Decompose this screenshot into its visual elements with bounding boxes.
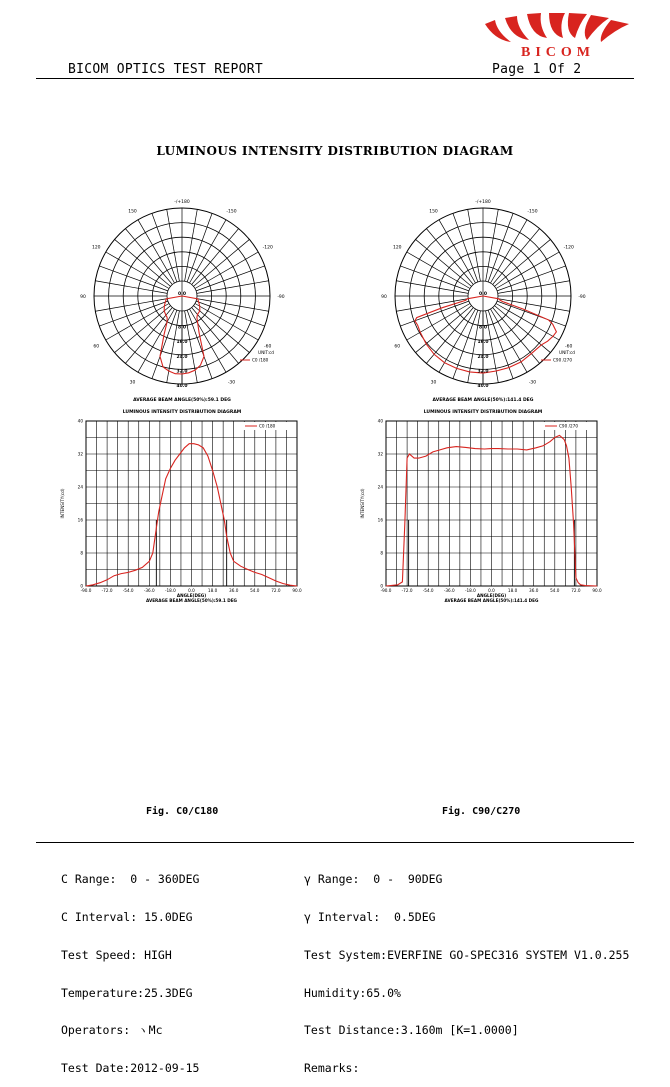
polar-spoke — [192, 307, 239, 363]
polar-angle-label: -30 — [528, 380, 537, 386]
footer-right-column — [304, 848, 629, 1087]
polar-angle-label: 30 — [430, 380, 437, 386]
footer-left-column — [61, 848, 199, 1087]
polar-spoke — [192, 229, 239, 285]
polar-angle-label: -30 — [227, 380, 236, 386]
polar-angle-label: -90 — [277, 295, 285, 300]
y-tick-label: 16 — [77, 517, 83, 523]
x-tick-label: -72.0 — [401, 588, 413, 593]
x-tick-label: 36.0 — [529, 588, 539, 593]
legend-label: C0 /180 — [259, 423, 276, 429]
x-tick-label: 54.0 — [550, 588, 560, 593]
polar-angle-label: -120 — [563, 245, 574, 251]
polar-angle-label: -60 — [565, 344, 573, 350]
polar-ring-label: 40.0 — [477, 384, 489, 389]
footer-divider — [36, 842, 634, 843]
figure-caption-c0: Fig. C0/C180 — [146, 806, 219, 817]
humidity: Humidity:65.0% — [304, 985, 401, 1000]
polar-spoke — [193, 239, 249, 286]
polar-ring-label: 24.0 — [477, 354, 489, 360]
polar-angle-label: 90 — [381, 295, 387, 300]
remarks: Remarks: — [304, 1061, 360, 1076]
line-chart-3 — [386, 421, 597, 586]
chart-footnote: AVERAGE BEAM ANGLE(50%):141.4 DEG — [444, 598, 539, 603]
x-tick-label: 0.0 — [488, 588, 495, 593]
x-tick-label: -36.0 — [143, 588, 155, 593]
polar-spoke — [125, 307, 172, 363]
chart-footnote: AVERAGE BEAM ANGLE(50%):59.1 DEG — [146, 598, 237, 603]
polar-legend-label: C90 /270 — [553, 357, 572, 363]
polar-angle-label: 90 — [80, 295, 86, 300]
polar-intensity-curve — [415, 296, 557, 373]
polar-footnote: AVERAGE BEAM ANGLE(50%):59.1 DEG — [133, 398, 231, 403]
x-tick-label: -54.0 — [122, 588, 134, 593]
polar-ring-label: 32.0 — [176, 369, 188, 375]
y-tick-label: 32 — [77, 451, 83, 457]
y-axis-label: INTENSITY(cd) — [360, 488, 365, 519]
gamma-interval: γ Interval: 0.5DEG — [304, 909, 436, 924]
polar-ring-label: 8.0 — [178, 325, 186, 331]
polar-ring-label: 40.0 — [176, 384, 188, 389]
polar-spoke — [125, 229, 172, 285]
polar-spoke — [426, 307, 473, 363]
polar-spoke — [416, 306, 472, 353]
y-tick-label: 0 — [380, 583, 383, 589]
polar-ring-label: 8.0 — [479, 325, 487, 331]
x-tick-label: 72.0 — [571, 588, 581, 593]
polar-ring-label: 0.0 — [178, 292, 186, 297]
polar-unit-label: UNIT:cd — [258, 350, 274, 355]
operators: Operators: ヽMc — [61, 1023, 163, 1038]
polar-spoke — [493, 229, 540, 285]
x-tick-label: -90.0 — [380, 588, 392, 593]
test-distance: Test Distance:3.160m [K=1.0000] — [304, 1023, 519, 1038]
y-axis-label: INTENSITY(cd) — [60, 488, 65, 519]
polar-unit-label: UNIT:cd — [559, 350, 575, 355]
polar-top-label: -/+180 — [475, 200, 491, 205]
polar-angle-label: -90 — [578, 295, 586, 300]
polar-angle-label: 150 — [429, 209, 438, 215]
report-title: BICOM OPTICS TEST REPORT — [68, 62, 264, 77]
test-system: Test System:EVERFINE GO-SPEC316 SYSTEM V1.0.255 — [304, 947, 630, 962]
polar-spoke — [115, 239, 171, 286]
polar-ring-label: 32.0 — [477, 369, 489, 375]
y-tick-label: 32 — [377, 451, 383, 457]
y-tick-label: 24 — [77, 484, 83, 490]
polar-angle-label: 60 — [93, 344, 100, 350]
polar-subtitle: LUMINOUS INTENSITY DISTRIBUTION DIAGRAM — [122, 410, 242, 415]
c-interval: C Interval: 15.0DEG — [61, 909, 193, 924]
y-tick-label: 40 — [77, 418, 83, 424]
x-tick-label: -36.0 — [443, 588, 455, 593]
polar-spoke — [494, 306, 550, 353]
polar-spoke — [493, 307, 540, 363]
polar-ring-label: 24.0 — [176, 354, 188, 360]
x-tick-label: -18.0 — [464, 588, 476, 593]
polar-legend-label: C0 /180 — [252, 357, 269, 363]
polar-spoke — [416, 239, 472, 286]
x-tick-label: -54.0 — [422, 588, 434, 593]
polar-angle-label: 120 — [91, 245, 101, 251]
polar-angle-label: -150 — [527, 209, 538, 215]
x-axis-label: ANGLE(DEG) — [476, 593, 507, 598]
polar-angle-label: -60 — [264, 344, 272, 350]
legend-label: C90 /270 — [559, 423, 578, 429]
x-tick-label: -72.0 — [101, 588, 113, 593]
y-tick-label: 16 — [377, 517, 383, 523]
gamma-range: γ Range: 0 - 90DEG — [304, 872, 443, 887]
polar-footnote: AVERAGE BEAM ANGLE(50%):141.4 DEG — [432, 398, 534, 403]
x-tick-label: -90.0 — [80, 588, 92, 593]
figure-caption-c90: Fig. C90/C270 — [442, 806, 521, 817]
c-range: C Range: 0 - 360DEG — [61, 872, 200, 887]
polar-ring-label: 16.0 — [477, 340, 489, 346]
x-tick-label: 90.0 — [592, 588, 602, 593]
test-speed: Test Speed: HIGH — [61, 947, 172, 962]
polar-spoke — [426, 229, 473, 285]
line-chart-2 — [86, 421, 297, 586]
x-tick-label: 54.0 — [250, 588, 260, 593]
page-indicator: Page 1 Of 2 — [492, 62, 582, 77]
y-tick-label: 24 — [377, 484, 383, 490]
polar-angle-label: -120 — [262, 245, 273, 251]
temperature: Temperature:25.3DEG — [61, 985, 193, 1000]
x-axis-label: ANGLE(DEG) — [176, 593, 207, 598]
y-tick-label: 8 — [80, 550, 83, 556]
polar-subtitle: LUMINOUS INTENSITY DISTRIBUTION DIAGRAM — [423, 410, 543, 415]
x-tick-label: -18.0 — [164, 588, 176, 593]
x-tick-label: 90.0 — [292, 588, 302, 593]
polar-angle-label: 60 — [394, 344, 401, 350]
test-date: Test Date:2012-09-15 — [61, 1061, 200, 1076]
polar-angle-label: 120 — [392, 245, 402, 251]
x-tick-label: 0.0 — [188, 588, 195, 593]
polar-ring-label: 16.0 — [176, 340, 188, 346]
polar-angle-label: 30 — [129, 380, 136, 386]
x-tick-label: 72.0 — [271, 588, 281, 593]
y-tick-label: 40 — [377, 418, 383, 424]
diagram-title: LUMINOUS INTENSITY DISTRIBUTION DIAGRAM — [156, 144, 514, 158]
polar-ring-label: 0.0 — [479, 292, 487, 297]
y-tick-label: 8 — [380, 550, 383, 556]
polar-angle-label: -150 — [226, 209, 237, 215]
polar-angle-label: 150 — [128, 209, 137, 215]
x-tick-label: 18.0 — [207, 588, 218, 593]
x-tick-label: 36.0 — [229, 588, 239, 593]
logo-text: BICOM — [521, 45, 595, 60]
polar-spoke — [494, 239, 550, 286]
y-tick-label: 0 — [80, 583, 83, 589]
polar-top-label: -/+180 — [174, 200, 190, 205]
x-tick-label: 18.0 — [507, 588, 518, 593]
